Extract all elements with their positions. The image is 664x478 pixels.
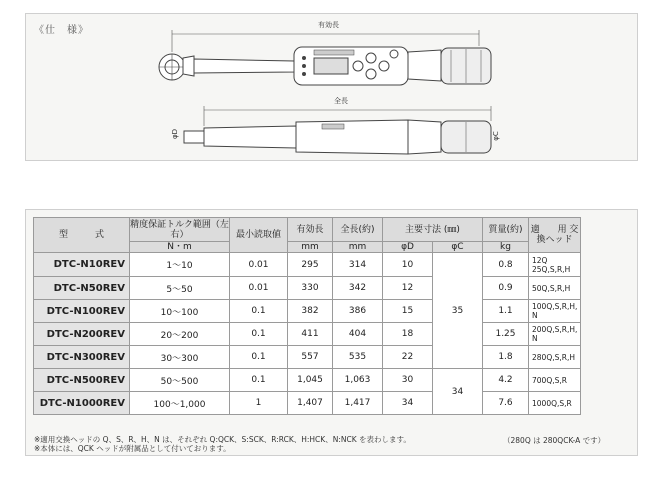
cell-eff: 382 [288,300,333,323]
cell-eff: 557 [288,346,333,369]
cell-min: 0.01 [230,277,288,300]
cell-mass: 1.8 [483,346,529,369]
cell-eff: 1,045 [288,369,333,392]
cell-min: 0.1 [230,369,288,392]
unit-c: φC [433,242,483,253]
table-row [34,346,581,369]
cell-model: DTC-N300REV [34,346,130,369]
cell-overall: 386 [333,300,383,323]
table-row [34,253,581,277]
cell-min: 0.1 [230,346,288,369]
cell-overall: 1,417 [333,392,383,415]
note-line: ※適用交換ヘッドの Q、S、R、H、N は、それぞれ Q:QCK、S:SCK、R:RCK、H:HCK、N:NCK を表わします。 [34,435,411,444]
cell-mass: 1.25 [483,323,529,346]
cell-heads: 12Q 25Q,S,R,H [529,253,581,277]
table-notes [34,435,411,453]
spec-label: 《仕 様》 [34,25,89,36]
header-model: 型 式 [34,218,130,253]
cell-eff: 330 [288,277,333,300]
cell-overall: 404 [333,323,383,346]
header-effective-length: 有効長 [288,218,333,242]
cell-min: 0.1 [230,300,288,323]
spec-table [33,217,581,415]
dim-d-label: φD [171,128,180,140]
cell-d: 18 [383,323,433,346]
header-heads: 適 用 交換ヘッド [529,218,581,253]
cell-d: 22 [383,346,433,369]
cell-range: 50～500 [130,369,230,392]
header-mass: 質量(約) [483,218,529,242]
table-row [34,277,581,300]
dim-effective-label: 有効長 [318,21,339,29]
cell-overall: 535 [333,346,383,369]
cell-c: 34 [433,369,483,415]
table-row [34,300,581,323]
header-overall-length: 全長(約) [333,218,383,242]
unit-effective-length: mm [288,242,333,253]
spec-table-panel [25,209,638,456]
cell-mass: 7.6 [483,392,529,415]
cell-d: 34 [383,392,433,415]
cell-model: DTC-N200REV [34,323,130,346]
cell-heads: 1000Q,S,R [529,392,581,415]
cell-c: 35 [433,253,483,369]
cell-mass: 4.2 [483,369,529,392]
cell-model: DTC-N1000REV [34,392,130,415]
cell-d: 10 [383,253,433,277]
cell-range: 5～50 [130,277,230,300]
cell-model: DTC-N500REV [34,369,130,392]
table-row [34,323,581,346]
note-line: ※本体には、QCK ヘッドが附属品として付いております。 [34,444,231,453]
cell-range: 30～300 [130,346,230,369]
cell-eff: 295 [288,253,333,277]
cell-min: 0.1 [230,323,288,346]
cell-model: DTC-N100REV [34,300,130,323]
cell-overall: 1,063 [333,369,383,392]
note-right: （280Q は 280QCK-A です） [503,436,606,445]
header-range: 精度保証トルク範囲（左右） [130,219,229,240]
unit-overall-length: mm [333,242,383,253]
cell-mass: 0.8 [483,253,529,277]
cell-overall: 314 [333,253,383,277]
cell-d: 15 [383,300,433,323]
cell-heads: 50Q,S,R,H [529,277,581,300]
cell-heads: 280Q,S,R,H [529,346,581,369]
cell-eff: 1,407 [288,392,333,415]
cell-range: 100～1,000 [130,392,230,415]
cell-range: 10～100 [130,300,230,323]
cell-mass: 0.9 [483,277,529,300]
unit-d: φD [383,242,433,253]
cell-min: 1 [230,392,288,415]
cell-range: 20～200 [130,323,230,346]
cell-min: 0.01 [230,253,288,277]
spec-drawing-panel [25,13,638,161]
cell-d: 30 [383,369,433,392]
cell-eff: 411 [288,323,333,346]
table-row [34,392,581,415]
table-row [34,369,581,392]
cell-range: 1～10 [130,253,230,277]
dim-c-label: φC [491,131,500,141]
cell-heads: 100Q,S,R,H, N [529,300,581,323]
header-min-reading: 最小読取値 [230,218,288,253]
cell-model: DTC-N50REV [34,277,130,300]
wrench-top-view [159,47,491,85]
cell-heads: 700Q,S,R [529,369,581,392]
header-main-dims: 主要寸法 (㎜) [383,218,483,242]
cell-d: 12 [383,277,433,300]
wrench-side-view [184,120,491,154]
unit-range: N・m [130,242,230,253]
cell-model: DTC-N10REV [34,253,130,277]
unit-mass: kg [483,242,529,253]
cell-overall: 342 [333,277,383,300]
dim-overall-label: 全長 [334,97,348,105]
cell-heads: 200Q,S,R,H, N [529,323,581,346]
cell-mass: 1.1 [483,300,529,323]
wrench-drawing [26,14,637,160]
